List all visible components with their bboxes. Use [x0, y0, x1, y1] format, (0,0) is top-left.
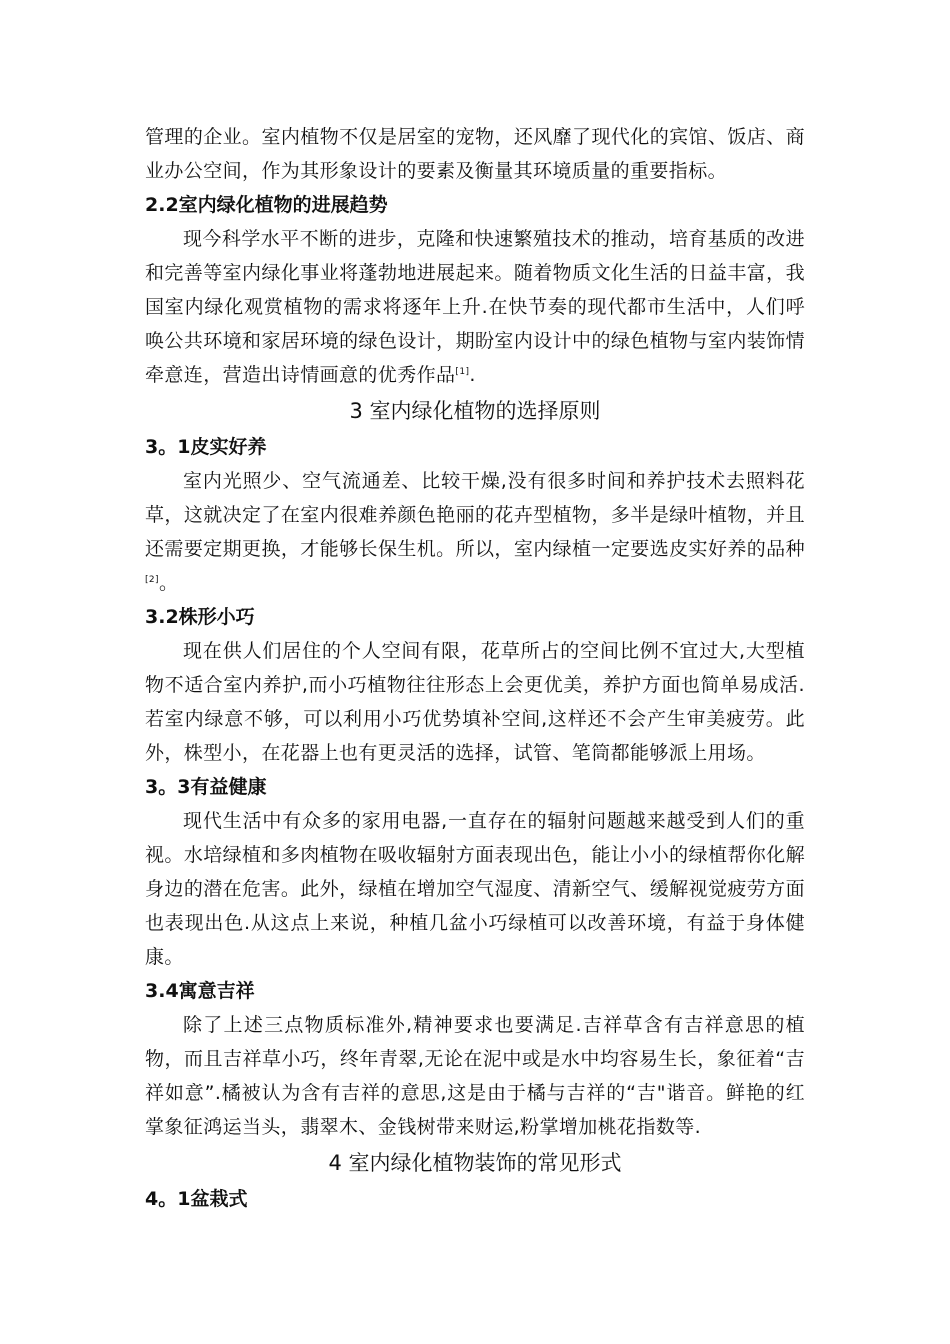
paragraph-text: 室内光照少、空气流通差、比较干燥,没有很多时间和养护技术去照料花草，这就决定了在室内很难养颜色艳丽的花卉型植物，多半是绿叶植物，并且还需要定期更换，才能够长保生机。所以，室内绿植一定要选皮实好养的品种: [145, 470, 805, 560]
subsection-2-2-paragraph: [145, 222, 805, 392]
section-3-heading: 3 室内绿化植物的选择原则: [349, 399, 601, 423]
subsection-3-4-paragraph: 除了上述三点物质标准外,精神要求也要满足.吉祥草含有吉祥意思的植物，而且吉祥草小巧，终年青翠,无论在泥中或是水中均容易生长，象征着“吉祥如意”.橘被认为含有吉祥的意思,这是由于橘与吉祥的“吉"谐音。鲜艳的红掌象征鸿运当头，翡翠木、金钱树带来财运,粉掌增加桃花指数等.: [145, 1014, 805, 1138]
document-page: [145, 120, 805, 1216]
paragraph-tail: 。: [158, 572, 179, 594]
subsection-2-2-heading: 2.2室内绿化植物的进展趋势: [145, 194, 388, 216]
citation-ref: [2]: [145, 575, 159, 585]
subsection-4-1-heading: 4。1盆栽式: [145, 1188, 248, 1210]
intro-paragraph: 管理的企业。室内植物不仅是居室的宠物，还风靡了现代化的宾馆、饭店、商业办公空间，作为其形象设计的要素及衡量其环境质量的重要指标。: [145, 126, 805, 182]
subsection-3-3-paragraph: 现代生活中有众多的家用电器,一直存在的辐射问题越来越受到人们的重视。水培绿植和多肉植物在吸收辐射方面表现出色，能让小小的绿植帮你化解身边的潜在危害。此外，绿植在增加空气湿度、清新空气、缓解视觉疲劳方面也表现出色.从这点上来说，种植几盆小巧绿植可以改善环境，有益于身体健康。: [145, 810, 805, 968]
subsection-3-1-paragraph: [145, 464, 805, 600]
subsection-3-3-heading: 3。3有益健康: [145, 776, 267, 798]
citation-ref: [1]: [455, 367, 470, 377]
subsection-3-4-heading: 3.4寓意吉祥: [145, 980, 255, 1002]
subsection-3-1-heading: 3。1皮实好养: [145, 436, 267, 458]
subsection-3-2-paragraph: 现在供人们居住的个人空间有限，花草所占的空间比例不宜过大,大型植物不适合室内养护,而小巧植物往往形态上会更优美，养护方面也简单易成活.若室内绿意不够，可以利用小巧优势填补空间,这样还不会产生审美疲劳。此外，株型小，在花器上也有更灵活的选择，试管、笔筒都能够派上用场。: [145, 640, 805, 764]
paragraph-tail: .: [469, 364, 476, 386]
section-4-heading: 4 室内绿化植物装饰的常见形式: [328, 1151, 622, 1175]
subsection-3-2-heading: 3.2株形小巧: [145, 606, 255, 628]
paragraph-text: 现今科学水平不断的进步，克隆和快速繁殖技术的推动，培育基质的改进和完善等室内绿化事业将蓬勃地进展起来。随着物质文化生活的日益丰富，我国室内绿化观赏植物的需求将逐年上升.在快节奏的现代都市生活中，人们呼唤公共环境和家居环境的绿色设计，期盼室内设计中的绿色植物与室内装饰情牵意连，营造出诗情画意的优秀作品: [145, 228, 805, 386]
